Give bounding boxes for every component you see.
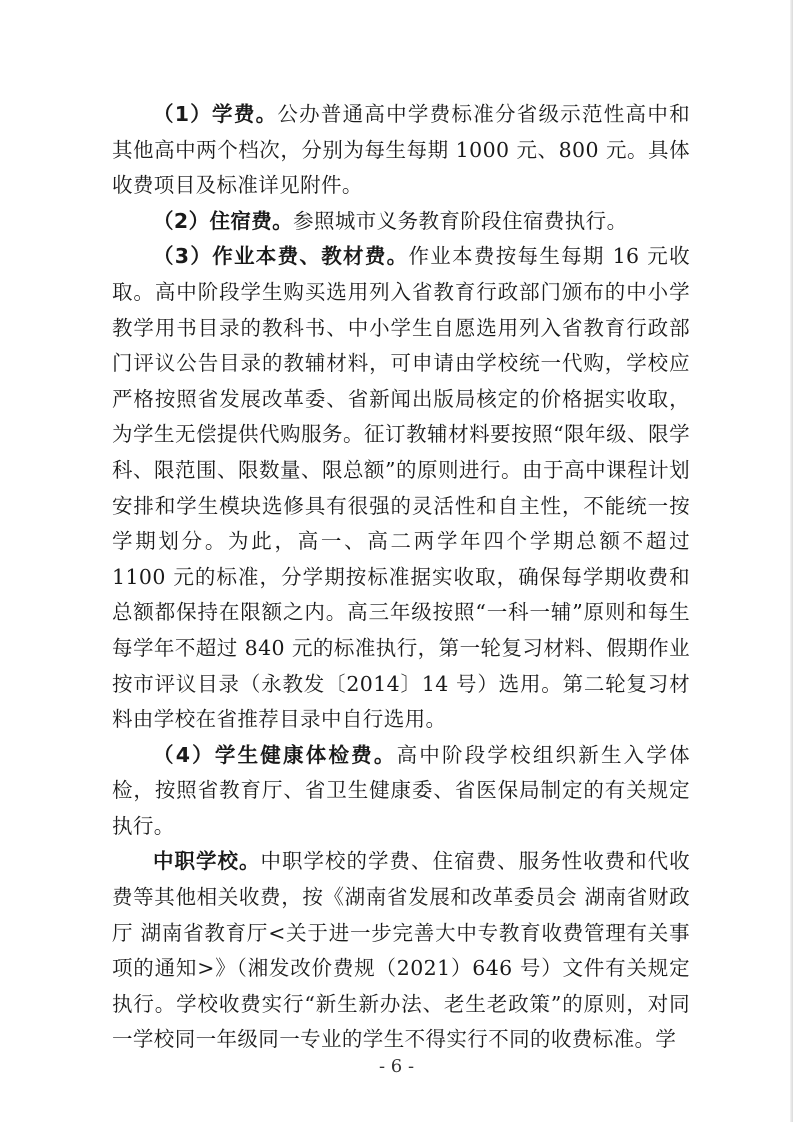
heading-tuition: （1）学费。 bbox=[153, 102, 278, 126]
paragraph-tuition bbox=[112, 97, 690, 204]
text-tuition: 公办普通高中学费标准分省级示范性高中和其他高中两个档次，分别为每生每期 1000 元、800 元。具体收费项目及标准详见附件。 bbox=[112, 102, 690, 198]
paragraph-health-check bbox=[112, 738, 690, 845]
text-vocational: 中职学校的学费、住宿费、服务性收费和代收费等其他相关收费，按《湖南省发展和改革委员会 湖南省财政厅 湖南省教育厅<关于进一步完善大中专教育收费管理有关事项的通知>》（湘发改价费规（2021）646 号）文件有关规定执行。学校收费实行“新生新办法、老生老政策”的原则，对同一学校同一年级同一专业的学生不得实行不同的收费标准。学 bbox=[112, 849, 691, 1052]
text-accommodation: 参照城市义务教育阶段住宿费执行。 bbox=[293, 208, 628, 233]
text-health-check: 高中阶段学校组织新生入学体检，按照省教育厅、省卫生健康委、省医保局制定的有关规定执行。 bbox=[112, 742, 690, 838]
heading-vocational: 中职学校。 bbox=[153, 849, 261, 874]
page-number: - 6 - bbox=[378, 1056, 415, 1077]
paragraph-textbooks bbox=[112, 239, 690, 737]
text-textbooks: 作业本费按每生每期 16 元收取。高中阶段学生购买选用列入省教育行政部门颁布的中小学教学用书目录的教科书、中小学生自愿选用列入省教育行政部门评议公告目录的教辅材料，可申请由学校统一代购，学校应严格按照省发展改革委、省新闻出版局核定的价格据实收取，为学生无偿提供代购服务。征订教辅材料要按照“限年级、限学科、限范围、限数量、限总额”的原则进行。由于高中课程计划安排和学生模块选修具有很强的灵活性和自主性，不能统一按学期划分。为此，高一、高二两学年四个学期总额不超过 1100 元的标准，分学期按标准据实收取，确保每学期收费和总额都保持在限额之内。高三年级按照“一科一辅”原则和每生每学年不超过 840 元的标准执行，第一轮复习材料、假期作业按市评议目录（永教发〔2014〕14 号）选用。第二轮复习材料由学校在省推荐目录中自行选用。 bbox=[112, 244, 690, 732]
body-text bbox=[112, 97, 690, 1058]
heading-accommodation: （2）住宿费。 bbox=[153, 208, 294, 233]
paragraph-accommodation bbox=[112, 204, 690, 240]
heading-textbooks: （3）作业本费、教材费。 bbox=[153, 244, 409, 269]
paragraph-vocational bbox=[112, 844, 690, 1058]
heading-health-check: （4）学生健康体检费。 bbox=[153, 742, 397, 767]
